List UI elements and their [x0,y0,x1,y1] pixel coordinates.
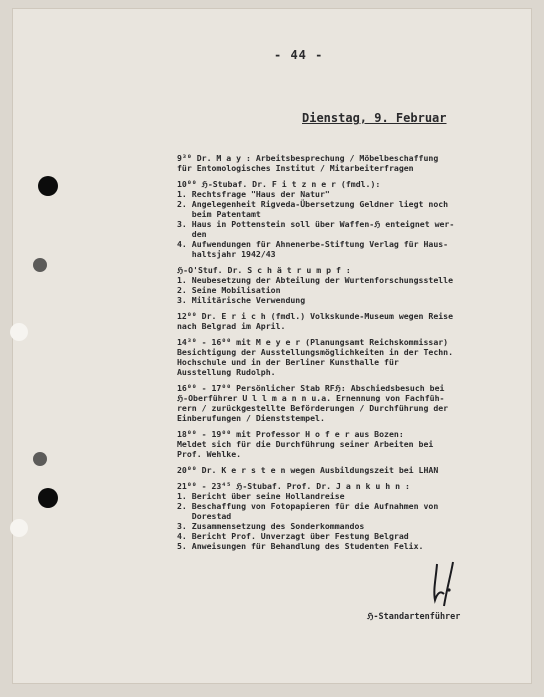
agenda-line: 1. Bericht über seine Hollandreise [177,491,345,501]
agenda-line: beim Patentamt [177,209,261,219]
punch-hole [33,258,47,272]
agenda-line: 9³⁰ Dr. M a y : Arbeitsbesprechung / Möbelbeschaffung [177,153,439,163]
agenda-line: 3. Haus in Pottenstein soll über Waffen-ℌ enteignet wer- [177,219,455,229]
punch-hole [38,176,58,196]
agenda-line: Besichtigung der Ausstellungsmöglichkeiten in der Techn. [177,347,454,357]
agenda-entry [177,311,532,331]
punch-hole [33,452,47,466]
agenda-line: den [177,229,207,239]
agenda-line: 20⁰⁰ Dr. K e r s t e n wegen Ausbildungszeit bei LHAN [177,465,439,475]
agenda-entry [177,383,532,423]
agenda-line: 1. Neubesetzung der Abteilung der Wurtenforschungsstelle [177,275,454,285]
agenda-line: Hochschule und in der Berliner Kunsthalle für [177,357,399,367]
agenda-line: Dorestad [177,511,232,521]
agenda-line: 10⁰⁰ ℌ-Stubaf. Dr. F i t z n e r (fmdl.): [177,179,381,189]
agenda-entry [177,337,532,377]
punch-hole [38,488,58,508]
agenda-body [177,153,532,557]
agenda-line: haltsjahr 1942/43 [177,249,276,259]
agenda-line: nach Belgrad im April. [177,321,286,331]
agenda-line: für Entomologisches Institut / Mitarbeiterfragen [177,163,414,173]
agenda-line: 16⁰⁰ - 17⁰⁰ Persönlicher Stab RFℌ: Abschiedsbesuch bei [177,383,445,393]
handwritten-signature-icon [427,560,477,610]
punch-hole [10,519,28,537]
agenda-line: Meldet sich für die Durchführung seiner Arbeiten bei [177,439,434,449]
agenda-line: Ausstellung Rudolph. [177,367,276,377]
entry-gap [177,551,532,557]
agenda-entry [177,179,532,259]
agenda-line: 2. Angelegenheit Rigveda-Übersetzung Geldner liegt noch [177,199,449,209]
agenda-line: 21⁰⁰ - 23⁴⁵ ℌ-Stubaf. Prof. Dr. J a n k u h n : [177,481,410,491]
agenda-entry [177,481,532,551]
agenda-line: 3. Zusammensetzung des Sonderkommandos [177,521,365,531]
agenda-line: 1. Rechtsfrage "Haus der Natur" [177,189,330,199]
agenda-entry [177,153,532,173]
agenda-line: Einberufungen / Dienststempel. [177,413,325,423]
agenda-line: 4. Aufwendungen für Ahnenerbe-Stiftung Verlag für Haus- [177,239,449,249]
agenda-line: 2. Seine Mobilisation [177,285,281,295]
agenda-line: 12⁰⁰ Dr. E r i c h (fmdl.) Volkskunde-Museum wegen Reise [177,311,454,321]
page-number: - 44 - [274,48,324,62]
agenda-entry [177,429,532,459]
agenda-line: 4. Bericht Prof. Unverzagt über Festung Belgrad [177,531,409,541]
agenda-line: rern / zurückgestellte Beförderungen / Durchführung der [177,403,449,413]
agenda-line: ℌ-O'Stuf. Dr. S c h ä t r u m p f : [177,265,351,275]
agenda-line: Prof. Wehlke. [177,449,242,459]
agenda-line: ℌ-Oberführer U l l m a n n u.a. Ernennung von Fachfüh- [177,393,445,403]
agenda-line: 2. Beschaffung von Fotopapieren für die Aufnahmen von [177,501,439,511]
date-heading: Dienstag, 9. Februar [302,111,447,125]
agenda-line: 5. Anweisungen für Behandlung des Studenten Felix. [177,541,424,551]
agenda-entry [177,265,532,305]
agenda-line: 18⁰⁰ - 19⁰⁰ mit Professor H o f e r aus Bozen: [177,429,404,439]
signature-title: ℌ-Standartenführer [367,612,461,622]
document-page [12,8,532,684]
punch-hole [10,323,28,341]
agenda-line: 3. Militärische Verwendung [177,295,306,305]
agenda-entry [177,465,532,475]
agenda-line: 14³⁰ - 16⁰⁰ mit M e y e r (Planungsamt Reichskommissar) [177,337,449,347]
